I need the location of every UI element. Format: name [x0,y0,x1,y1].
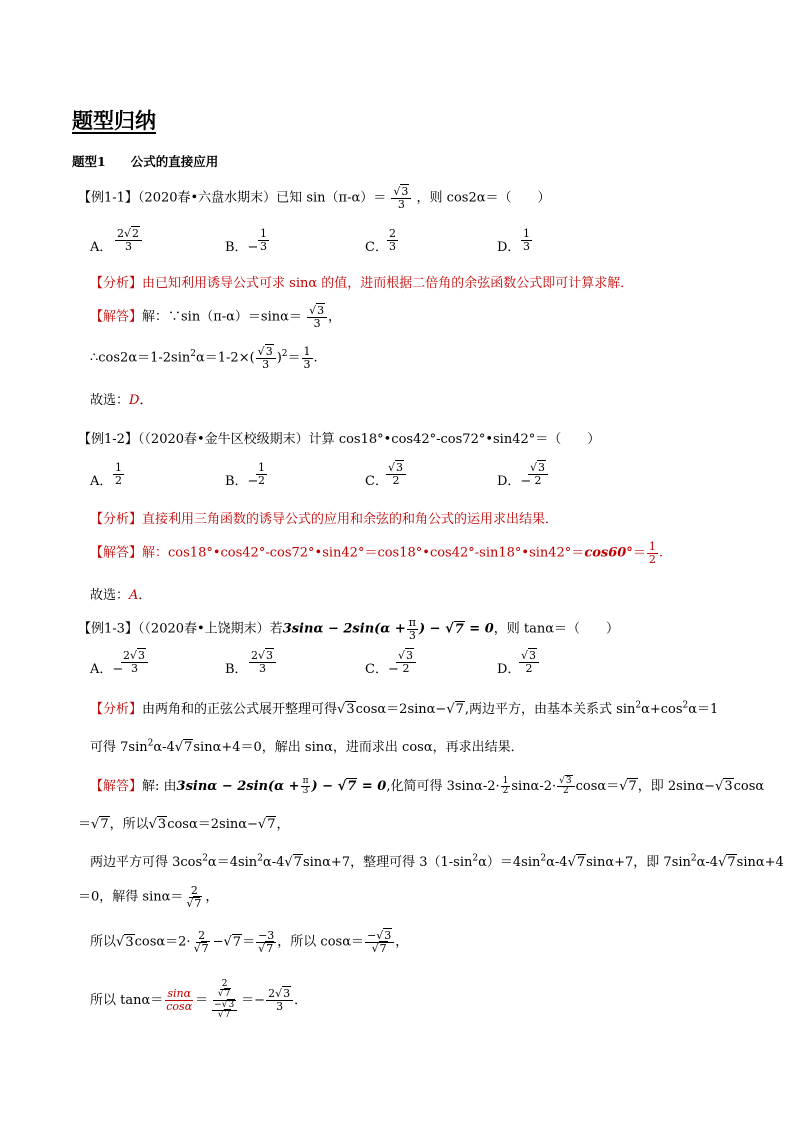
example-1-2-answer: 【解答】解：cos18°•cos42°-cos72°•sin42°＝cos18°•cos42°-sin18°•sin42°＝cos60°＝ $\frac{1}{2}$ . [90,540,663,566]
example-1-3-answer-line2: ＝√7，所以√3cosα＝2sinα−√7， [78,817,290,832]
example-1-3-analysis-line2: 可得 $7\sin^2\alpha-4√7\sin\alpha+4=0$，解出 sinα，进而求出 cosα，再求出结果． [90,738,524,755]
example-1-1-answer-line1: 【解答】解：∵sin（π-α）＝sinα＝ $\frac{√3}{3}$ ， [90,304,342,330]
example-1-1-question: 【例1-1】（2020春•六盘水期末）已知 sin（π-α）＝ $\frac{√3}{3}$ ，则 cos2α＝（ ） [78,185,551,211]
example-1-1-analysis: 【分析】由已知利用诱导公式可求 sinα 的值，进而根据二倍角的余弦函数公式即可计算求解． [90,276,634,291]
example-1-3-answer-line6: 所以 tanα＝ $\frac{\sin\alpha}{\cos\alpha}$ ＝ $\frac{\frac{2}{√7}}{\frac{-√3}{√7}}$ ＝− $\frac{2√3}{3}$ ． [90,979,308,1021]
example-1-3-question: 【例1-3】（（2020春•上饶期末）若3sinα − 2sin(α + $\frac{\pi}{3}$ ) − √7 = 0，则 tanα＝（ ） [78,616,620,642]
example-1-2-analysis: 【分析】直接利用三角函数的诱导公式的应用和余弦的和角公式的运用求出结果． [90,512,559,527]
example-1-3-answer-line5: 所以√3cosα＝2· $\frac{2}{√7}$ −√7＝ $\frac{-3}{√7}$ ，所以 cosα＝ $\frac{-√3}{√7}$ ， [90,929,409,955]
example-1-2-choice: 故选：A． [90,588,152,603]
example-1-1-choice: 故选：D． [90,393,153,408]
example-1-3-analysis-line1: 【分析】由两角和的正弦公式展开整理可得√3cosα＝2sinα−√7,两边平方，由基本关系式 $\sin^2\alpha+\cos^2\alpha=1$ [90,700,719,717]
example-1-1-answer-line2: $\therefore\cos 2\alpha=1-2\sin^2\alpha=1-2\times$( $\frac{√3}{3}$ )$^2$＝ $\frac{1}{3}$ . [90,345,318,371]
example-1-3-answer-line1: 【解答】解: 由3sinα − 2sin(α + $\frac{\pi}{3}$ ) − √7 = 0,化简可得 3sinα-2· $\frac{1}{2}$ sinα-2· $\frac{√3}{2}$ cosα＝√7，即 2sinα−√3cosα [90,775,765,796]
example-1-2-question: 【例1-2】（（2020春•金牛区校级期末）计算 cos18°•cos42°-cos72°•sin42°＝（ ） [78,432,601,447]
example-1-3-answer-line4: ＝0，解得 sinα＝ $\frac{2}{√7}$ ， [78,884,219,910]
section-heading: 题型1 公式的直接应用 [72,154,219,169]
page-title: 题型归纳 [72,108,156,133]
example-1-3-answer-line3: 两边平方可得 $3\cos^2\alpha=4\sin^2\alpha-4√7\sin\alpha+7$，整理可得 $3(1-\sin^2\alpha)=4\sin^2\alpha-4√7\sin\alpha+7$，即 $7\sin^2\alpha-4√7\sin\alpha+4$ [90,853,784,870]
